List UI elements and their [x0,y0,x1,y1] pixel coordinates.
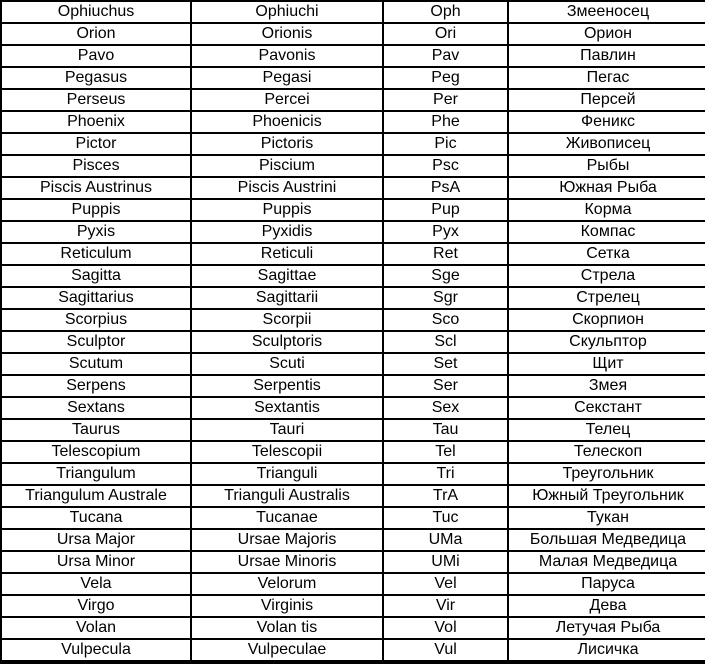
table-row [2,112,705,132]
latin-name-cell: Sagittarius [2,288,190,308]
abbreviation-cell: Tuc [384,508,507,528]
russian-name-cell: Скульптор [509,332,705,352]
russian-name-cell: Южный Треугольник [509,486,705,506]
genitive-cell: Serpentis [192,376,382,396]
abbreviation-cell: Scl [384,332,507,352]
abbreviation-cell: Pup [384,200,507,220]
abbreviation-cell: Pic [384,134,507,154]
russian-name-cell: Южная Рыба [509,178,705,198]
table-row [2,354,705,374]
latin-name-cell: Taurus [2,420,190,440]
table-row [2,222,705,242]
table-row [2,288,705,308]
abbreviation-cell: Psc [384,156,507,176]
russian-name-cell: Секстант [509,398,705,418]
russian-name-cell: Летучая Рыба [509,618,705,638]
russian-name-cell: Живописец [509,134,705,154]
abbreviation-cell: Phe [384,112,507,132]
abbreviation-cell: PsA [384,178,507,198]
table-row [2,486,705,506]
abbreviation-cell: Tel [384,442,507,462]
russian-name-cell: Пегас [509,68,705,88]
latin-name-cell: Pisces [2,156,190,176]
russian-name-cell: Змееносец [509,2,705,22]
genitive-cell: Tauri [192,420,382,440]
table-row [2,530,705,550]
genitive-cell: Sculptoris [192,332,382,352]
table-row [2,2,705,22]
table-row [2,266,705,286]
table-row [2,90,705,110]
russian-name-cell: Лисичка [509,640,705,660]
genitive-cell: Tucanae [192,508,382,528]
abbreviation-cell: Sge [384,266,507,286]
table-row [2,618,705,638]
latin-name-cell: Virgo [2,596,190,616]
russian-name-cell: Змея [509,376,705,396]
russian-name-cell: Телец [509,420,705,440]
latin-name-cell: Scorpius [2,310,190,330]
russian-name-cell: Треугольник [509,464,705,484]
russian-name-cell: Паруса [509,574,705,594]
table-row [2,156,705,176]
genitive-cell: Orionis [192,24,382,44]
abbreviation-cell: Tri [384,464,507,484]
genitive-cell: Pictoris [192,134,382,154]
genitive-cell: Virginis [192,596,382,616]
latin-name-cell: Sculptor [2,332,190,352]
russian-name-cell: Стрелец [509,288,705,308]
genitive-cell: Ophiuchi [192,2,382,22]
table-row [2,552,705,572]
table-row [2,640,705,660]
latin-name-cell: Triangulum Australe [2,486,190,506]
genitive-cell: Ursae Minoris [192,552,382,572]
constellation-table-body [2,2,705,660]
table-row [2,46,705,66]
genitive-cell: Puppis [192,200,382,220]
table-row [2,420,705,440]
latin-name-cell: Perseus [2,90,190,110]
genitive-cell: Trianguli Australis [192,486,382,506]
latin-name-cell: Telescopium [2,442,190,462]
genitive-cell: Sagittarii [192,288,382,308]
abbreviation-cell: Set [384,354,507,374]
russian-name-cell: Компас [509,222,705,242]
latin-name-cell: Puppis [2,200,190,220]
latin-name-cell: Ophiuchus [2,2,190,22]
latin-name-cell: Volan [2,618,190,638]
genitive-cell: Piscis Austrini [192,178,382,198]
genitive-cell: Pegasi [192,68,382,88]
russian-name-cell: Скорпион [509,310,705,330]
table-row [2,200,705,220]
abbreviation-cell: Vul [384,640,507,660]
latin-name-cell: Phoenix [2,112,190,132]
latin-name-cell: Reticulum [2,244,190,264]
table-row [2,376,705,396]
table-row [2,178,705,198]
abbreviation-cell: Tau [384,420,507,440]
latin-name-cell: Ursa Major [2,530,190,550]
genitive-cell: Trianguli [192,464,382,484]
abbreviation-cell: Per [384,90,507,110]
latin-name-cell: Sextans [2,398,190,418]
table-row [2,596,705,616]
russian-name-cell: Сетка [509,244,705,264]
russian-name-cell: Рыбы [509,156,705,176]
genitive-cell: Pavonis [192,46,382,66]
abbreviation-cell: Sco [384,310,507,330]
genitive-cell: Sextantis [192,398,382,418]
latin-name-cell: Scutum [2,354,190,374]
table-row [2,68,705,88]
table-row [2,442,705,462]
genitive-cell: Phoenicis [192,112,382,132]
latin-name-cell: Orion [2,24,190,44]
table-row [2,134,705,154]
genitive-cell: Scuti [192,354,382,374]
genitive-cell: Vulpeculae [192,640,382,660]
abbreviation-cell: UMa [384,530,507,550]
russian-name-cell: Малая Медведица [509,552,705,572]
abbreviation-cell: Ret [384,244,507,264]
table-row [2,310,705,330]
genitive-cell: Percei [192,90,382,110]
genitive-cell: Pyxidis [192,222,382,242]
table-row [2,574,705,594]
genitive-cell: Telescopii [192,442,382,462]
abbreviation-cell: Pyx [384,222,507,242]
russian-name-cell: Стрела [509,266,705,286]
latin-name-cell: Pegasus [2,68,190,88]
abbreviation-cell: UMi [384,552,507,572]
latin-name-cell: Serpens [2,376,190,396]
latin-name-cell: Pyxis [2,222,190,242]
russian-name-cell: Павлин [509,46,705,66]
latin-name-cell: Piscis Austrinus [2,178,190,198]
table-row [2,244,705,264]
russian-name-cell: Корма [509,200,705,220]
table-row [2,508,705,528]
latin-name-cell: Triangulum [2,464,190,484]
abbreviation-cell: Peg [384,68,507,88]
russian-name-cell: Телескоп [509,442,705,462]
russian-name-cell: Дева [509,596,705,616]
genitive-cell: Piscium [192,156,382,176]
table-row [2,24,705,44]
abbreviation-cell: Ser [384,376,507,396]
table-row [2,398,705,418]
abbreviation-cell: Vol [384,618,507,638]
russian-name-cell: Тукан [509,508,705,528]
latin-name-cell: Vulpecula [2,640,190,660]
latin-name-cell: Sagitta [2,266,190,286]
genitive-cell: Reticuli [192,244,382,264]
latin-name-cell: Ursa Minor [2,552,190,572]
russian-name-cell: Персей [509,90,705,110]
abbreviation-cell: Sgr [384,288,507,308]
genitive-cell: Velorum [192,574,382,594]
genitive-cell: Ursae Majoris [192,530,382,550]
latin-name-cell: Pictor [2,134,190,154]
abbreviation-cell: Vir [384,596,507,616]
abbreviation-cell: Sex [384,398,507,418]
abbreviation-cell: Pav [384,46,507,66]
genitive-cell: Scorpii [192,310,382,330]
russian-name-cell: Большая Медведица [509,530,705,550]
abbreviation-cell: Vel [384,574,507,594]
latin-name-cell: Tucana [2,508,190,528]
latin-name-cell: Vela [2,574,190,594]
russian-name-cell: Феникс [509,112,705,132]
latin-name-cell: Pavo [2,46,190,66]
abbreviation-cell: Ori [384,24,507,44]
russian-name-cell: Орион [509,24,705,44]
genitive-cell: Sagittae [192,266,382,286]
russian-name-cell: Щит [509,354,705,374]
abbreviation-cell: Oph [384,2,507,22]
table-row [2,464,705,484]
table-row [2,332,705,352]
abbreviation-cell: TrA [384,486,507,506]
genitive-cell: Volan tis [192,618,382,638]
